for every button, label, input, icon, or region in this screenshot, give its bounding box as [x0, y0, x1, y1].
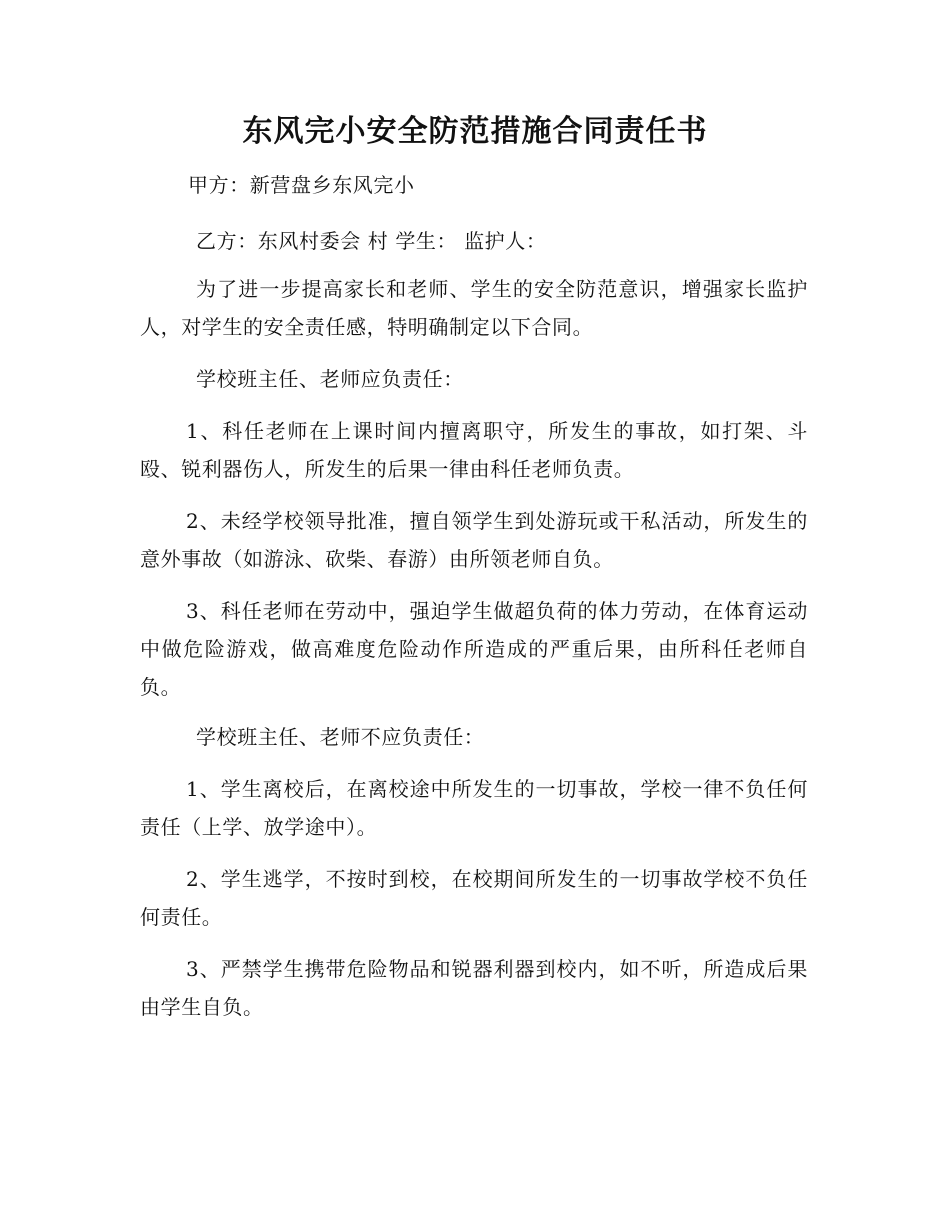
responsible-item-1: 1、科任老师在上课时间内擅离职守，所发生的事故，如打架、斗殴、锐利器伤人，所发生的后果一律由科任老师负责。: [140, 419, 808, 481]
party-b-line: 乙方：东风村委会 村 学生： 监护人：: [196, 229, 547, 253]
responsible-item-3: 3、科任老师在劳动中，强迫学生做超负荷的体力劳动，在体育运动中做危险游戏，做高难度危险动作所造成的严重后果，由所科任老师自负。: [140, 599, 808, 699]
not-responsible-item-2: 2、学生逃学，不按时到校，在校期间所发生的一切事故学校不负任何责任。: [140, 867, 808, 929]
section-heading-responsible: 学校班主任、老师应负责任：: [196, 367, 464, 391]
section-heading-not-responsible: 学校班主任、老师不应负责任：: [196, 725, 485, 749]
not-responsible-item-3: 3、严禁学生携带危险物品和锐器利器到校内，如不听，所造成后果由学生自负。: [140, 957, 808, 1019]
intro-paragraph: 为了进一步提高家长和老师、学生的安全防范意识，增强家长监护人，对学生的安全责任感，特明确制定以下合同。: [140, 277, 808, 339]
not-responsible-item-1: 1、学生离校后，在离校途中所发生的一切事故，学校一律不负任何责任（上学、放学途中）。: [140, 777, 808, 839]
party-a-line: 甲方：新营盘乡东风完小: [188, 173, 415, 197]
responsible-item-2: 2、未经学校领导批准，擅自领学生到处游玩或干私活动，所发生的意外事故（如游泳、砍柴、春游）由所领老师自负。: [140, 509, 808, 571]
document-title: 东风完小安全防范措施合同责任书: [242, 114, 708, 149]
